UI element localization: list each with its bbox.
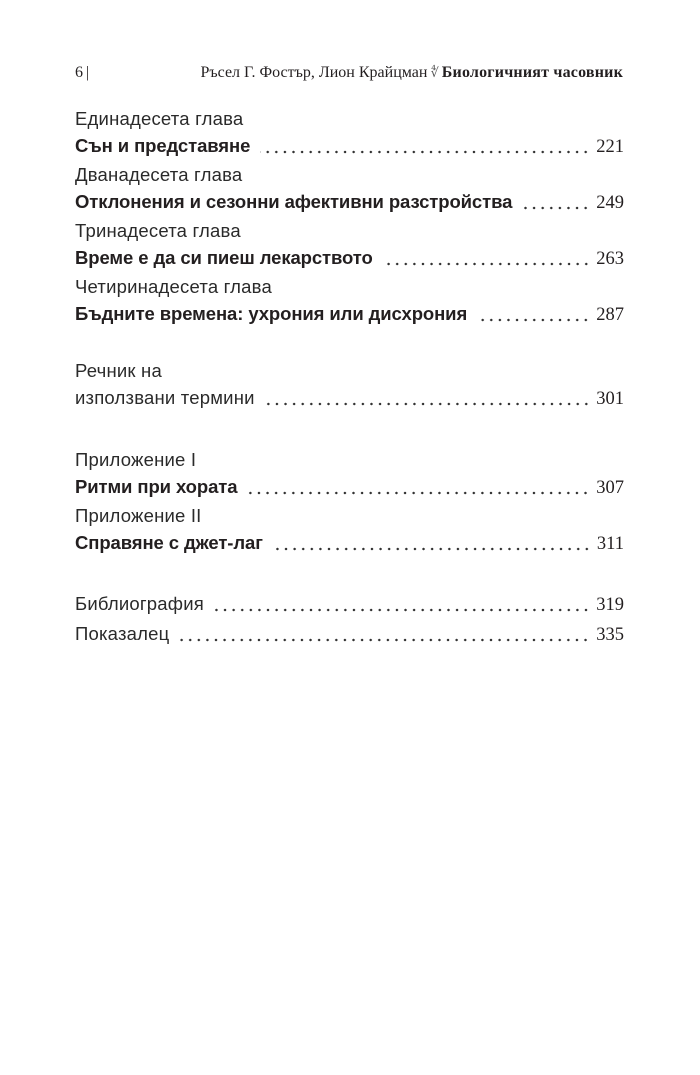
toc-entry-glossary <box>75 384 624 412</box>
dot-leader <box>383 262 591 266</box>
chapter-label: Тринадесета глава <box>75 220 241 241</box>
entry-page: 249 <box>596 193 624 213</box>
entry-page: 287 <box>596 305 624 325</box>
chapter-label: Единадесета глава <box>75 108 244 129</box>
toc-entry-bibliography <box>75 590 624 618</box>
separator-ornament: ∜ <box>430 65 439 80</box>
entry-title: използвани термини <box>75 387 255 408</box>
toc-entry-ch12 <box>75 188 624 216</box>
toc-entry-ch11 <box>75 132 624 160</box>
entry-title: Ритми при хората <box>75 476 238 497</box>
entry-title: Справяне с джет-лаг <box>75 532 263 553</box>
entry-title: Бъдните времена: ухрония или дисхрония <box>75 303 468 324</box>
entry-page: 301 <box>596 389 624 409</box>
appendix-label: Приложение I <box>75 449 197 470</box>
dot-leader <box>260 150 590 154</box>
entry-page: 221 <box>596 137 624 157</box>
entry-page: 311 <box>596 534 624 554</box>
dot-leader <box>273 547 591 551</box>
entry-title: Сън и представяне <box>75 135 251 156</box>
entry-page: 263 <box>596 249 624 269</box>
dot-leader <box>179 638 590 642</box>
entry-title: Библиография <box>75 593 204 614</box>
dot-leader <box>214 608 590 612</box>
book-title: Биологичният часовник <box>441 64 623 81</box>
toc-entry-appendix-2 <box>75 529 624 557</box>
chapter-label: Четиринадесета глава <box>75 276 272 297</box>
entry-title: Отклонения и сезонни афективни разстройства <box>75 191 513 212</box>
entry-page: 335 <box>596 625 624 645</box>
entry-title: Време е да си пиеш лекарството <box>75 247 373 268</box>
running-header <box>75 60 623 86</box>
entry-page: 319 <box>596 595 624 615</box>
entry-page: 307 <box>596 478 624 498</box>
page-number: 6 | <box>75 64 90 81</box>
dot-leader <box>265 402 591 406</box>
toc-entry-ch13 <box>75 244 624 272</box>
page-number-bar: | <box>86 64 90 81</box>
toc-entry-ch14 <box>75 300 624 328</box>
authors: Ръсел Г. Фостър, Лион Крайцман <box>200 64 428 81</box>
running-title <box>200 60 623 86</box>
dot-leader <box>522 206 590 210</box>
dot-leader <box>247 491 590 495</box>
entry-title: Показалец <box>75 623 170 644</box>
dot-leader <box>477 318 590 322</box>
appendix-label: Приложение II <box>75 505 202 526</box>
chapter-label: Дванадесета глава <box>75 164 243 185</box>
glossary-label: Речник на <box>75 360 162 381</box>
toc-entry-appendix-1 <box>75 473 624 501</box>
toc-entry-index <box>75 620 624 648</box>
